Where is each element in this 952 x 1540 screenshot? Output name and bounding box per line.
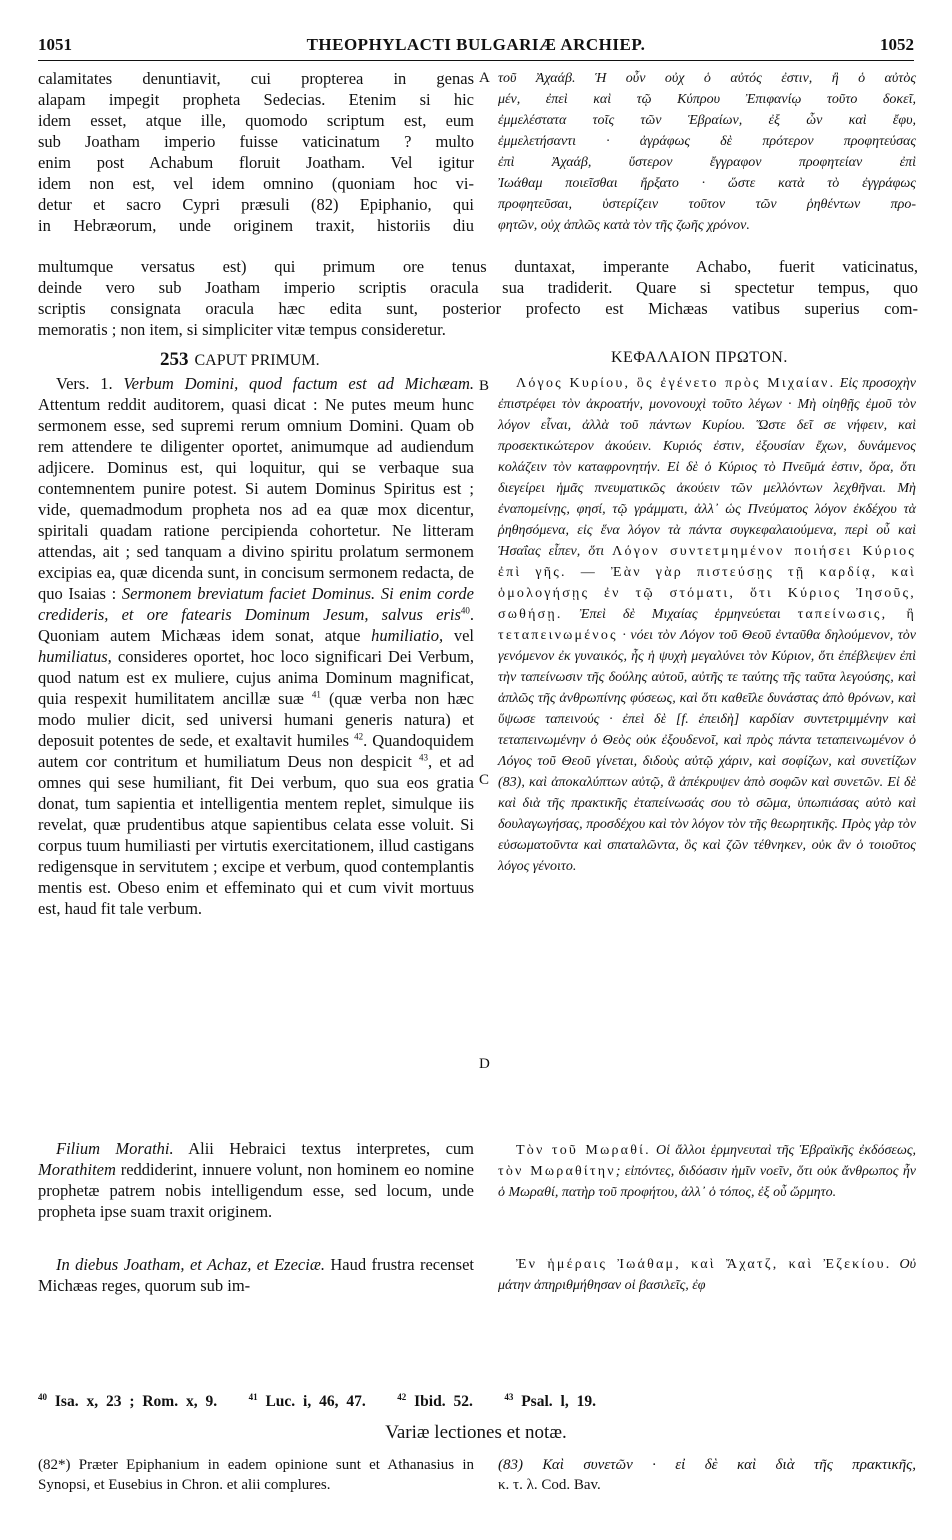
- chapter-heading-latin: [160, 349, 320, 371]
- greek-text: Ἐπεὶ δὲ Μιχαίας ἑρμηνεύεται: [579, 607, 781, 622]
- editorial-conjecture: [f. ἐπειδὴ]: [675, 712, 740, 727]
- footnote-ref: 43: [419, 752, 429, 763]
- running-header: [38, 35, 914, 57]
- latin-main-column: [38, 373, 474, 919]
- latin-text: reddiderint, innuere volunt, non hominem eo nomine prophetæ patrem nobis intelligendum esse, sed locum, unde propheta ipse suam traxit originem.: [38, 1160, 474, 1221]
- latin-top-line: idem esset, atque ille, quomodo scriptum est, eum: [38, 111, 474, 130]
- greek-top-line: φητῶν, οὐχ ἁπλῶς κατὰ τὸν τῆς ζωῆς χρόνον.: [498, 218, 750, 233]
- latin-top-line: enim post Achabum floruit Joatham. Vel igitur: [38, 153, 474, 172]
- greek-top-line: μέν, ἐπεὶ καὶ τῷ Κύπρου Ἐπιφανίῳ τοῦτο δοκεῖ,: [498, 92, 916, 107]
- greek-paragraph-morathi: [498, 1140, 916, 1203]
- greek-top-column: [498, 68, 916, 236]
- latin-text: Haud frustra recenset Michæas reges, quorum sub im-: [38, 1255, 475, 1295]
- greek-paragraph-in-diebus: [498, 1254, 916, 1296]
- margin-marker-d: D: [479, 1056, 490, 1072]
- latin-paragraph-in-diebus: [38, 1254, 474, 1296]
- latin-text: (quæ verba non hæc modo mulier dicit, sed universi humani generis natura) et deposuit potentes de sede, et exaltavit humiles: [38, 689, 475, 750]
- latin-paragraph-morathi: [38, 1138, 474, 1222]
- verse-lemma: In diebus Joatham, et Achaz, et Ezeciæ.: [56, 1255, 325, 1274]
- latin-paragraph-verse-1: [38, 373, 474, 919]
- full-width-paragraph: [38, 256, 918, 340]
- greek-text: Οὐ μάτην ἀπηριθμήθησαν οἱ βασιλεῖς, ἐφ: [498, 1257, 917, 1293]
- verse-lemma-greek: Ἐν ἡμέραις Ἰωάθαμ, καὶ Ἄχατζ, καὶ Ἐζεκίου.: [516, 1257, 892, 1272]
- latin-top-column: [38, 68, 474, 236]
- latin-text: consideres oportet, hoc loco significari Dei Verbum, quod natum est ex muliere, cujus anima Dominum magnificat, quia respexit humilitatem ancillæ suæ: [38, 647, 474, 708]
- latin-text: . Quoniam autem Michæas idem sonat, atque: [38, 605, 474, 645]
- latin-top-line: sub Joatham imperio fuisse vaticinatum ? multo: [38, 132, 474, 151]
- verse-lemma-greek: Λόγος Κυρίου, ὃς ἐγένετο πρὸς Μιχαίαν.: [516, 376, 836, 391]
- greek-paragraph-verse-1: [498, 373, 916, 877]
- greek-term: ταπείνωσις, ἢ τεταπεινωμένος: [498, 607, 917, 643]
- latin-text: Alii Hebraici textus interpretes, cum: [188, 1139, 474, 1158]
- latin-term: humiliatus,: [38, 647, 112, 666]
- latin-text: , et ad omnes qui sese humiliant, fit Dei verbum, quo sua eos gratia donat, tum sapientia et intelligentia mentem replet, simulque iis revelat, quæ prudentibus atque sapientibus celata esse voluit. Si corpus tuum humiliasti per virtutis exercitationem, illud castigans redigensque in servitutem ; excipe et verbum, quod contemplantis mentis est. Obeso enim et effeminato qui et cum vivit mortuus est, haud fit tale verbum.: [38, 752, 474, 918]
- greek-term: τὸν Μωραθίτην: [498, 1164, 616, 1179]
- verse-lemma-greek: Τὸν τοῦ Μωραθί.: [516, 1143, 651, 1158]
- greek-text: Εἰς προσοχὴν ἐπιστρέφει τὸν ἀκροατήν, μονονουχὶ τοῦτο λέγων · Μὴ οἰηθῇς ἐμοῦ τὸν λόγον εἶναι, ἀλλὰ τοῦ πάντων Κυρίου. Ὥστε δεῖ σε νήφειν, καὶ προσεκτικώτερον ἀκούειν. Κυριός ἐστιν, ἐξουσίαν ἔχων, δυνάμενος κολάζειν τὸν καταφρονητήν. Εἰ δὲ ὁ Κύριος τὸ Πνεῦμά ἐστιν, ὅρα, ὅτι διεγείρει ἡμᾶς πνευματικῶς ἀκούειν τῶν μελλόντων λεχθῆναι. Μὴ ἐναπομείνῃς, φησί, τῷ γράμματι, ἀλλ᾽ ὡς Πνεύματος λόγον ἐκδέχου τὰ ῥηθησόμενα, εἰς ἕνα λόγον τὰ πάντα συγκεφαλαιούμενα, περὶ οὗ καὶ Ἡσαΐας εἶπεν, ὅτι: [498, 376, 916, 559]
- verse-lemma: Verbum Domini, quod factum est ad Michæam.: [123, 374, 475, 393]
- note-82: (82*) Præter Epiphanium in eadem opinione sunt et Athanasius in Synopsi, et Eusebius in Chron. et alii complures.: [38, 1457, 474, 1493]
- margin-marker-b: B: [479, 378, 490, 394]
- footnote-ref: 41: [311, 689, 321, 700]
- footnote-ref: 42: [354, 731, 364, 742]
- footnote: $^{40}$ Isa. x, 23 ; Rom. x, 9.: [38, 1391, 218, 1410]
- footnote: $^{41}$ Luc. i, 46, 47.: [248, 1391, 366, 1410]
- full-width-line: deinde vero sub Joatham imperio scriptis oracula sua tradiderit. Quare si spectetur tempus, quo: [38, 278, 918, 297]
- greek-text: Οἱ ἄλλοι ἑρμηνευταὶ τῆς Ἑβραϊκῆς ἐκδόσεως,: [656, 1143, 917, 1158]
- latin-term: Morathitem: [38, 1160, 116, 1179]
- latin-top-line: detur et sacro Cypri præsuli (82) Epiphanio, qui: [38, 195, 474, 214]
- scripture-quote: Sermonem breviatum faciet Dominus. Si enim corde credideris, et ore fatearis Dominum Jesum, salvus eris: [38, 584, 475, 624]
- verse-lemma: Filium Morathi.: [56, 1139, 174, 1158]
- greek-top-line: ἐπὶ Ἀχαάβ, ὕστερον ἔγγραφον προφητείαν ἐπὶ: [498, 155, 916, 170]
- greek-text: καρδίαν συντετριμμένην καὶ τεταπεινωμένην ὁ Θεὸς οὐκ ἐξουδενοῖ, καὶ πρὸς πάντα τεταπεινωμένον ὁ Λόγος τοῦ Θεοῦ γίνεται, διδοὺς αὐτῷ χάριν, καὶ σοφίζων, καὶ συνετίζων (83), καὶ ἀποκαλύπτων αὐτῷ, ἃ ἀπέκρυψεν ἀπὸ σοφῶν καὶ συνετῶν. Εἰ δὲ καὶ διὰ τῆς πρακτικῆς ἐταπείνωσάς σου τὸ σῶμα, ὑπωπιάσας αὐτὸ καὶ δουλαγωγήσας, προσδέχου καὶ τὸν λόγον τὸν τῆς θεωρητικῆς. Πρὸς γὰρ τὸν εὐσωματοῦντα καὶ σπαταλῶντα, ὃς καὶ ζῶν τέθνηκεν, οὐκ ἂν ὁ τοιοῦτος λόγος γένοιτο.: [498, 712, 916, 874]
- note-83: (83) Καὶ συνετῶν · εἰ δὲ καὶ διὰ τῆς πρακτικῆς, κ. τ. λ. Cod. Bav.: [498, 1457, 916, 1493]
- latin-top-line: alapam impegit propheta Sedecias. Etenim si hic: [38, 90, 474, 109]
- latin-top-line: idem non est, vel idem omnino (quoniam hoc vi-: [38, 174, 474, 193]
- latin-text: . Quandoquidem autem cor contritum et humiliatum Deus non despicit: [38, 731, 474, 771]
- header-rule: [38, 60, 914, 61]
- latin-top-line: calamitates denuntiavit, cui propterea in genas: [38, 69, 474, 88]
- greek-top-line: προφητεῦσαι, ὑστερίζειν τοῦτον τῶν ῥηθέντων προ-: [498, 197, 916, 212]
- scripture-quote-greek: Λόγον συντετμημένον ποιήσει Κύριος ἐπὶ γῆς. — Ἐὰν γὰρ πιστεύσῃς τῇ καρδίᾳ, καὶ ὁμολογήσῃς ἐν τῷ στόματι, ὅτι Κύριος Ἰησοῦς, σωθήσῃ.: [498, 544, 917, 622]
- column-number: 253: [160, 349, 189, 370]
- page-number-left: 1051: [38, 35, 72, 54]
- page-number-right: 1052: [880, 35, 914, 54]
- latin-text: Attentum reddit auditorem, quasi dicat : Ne putes meum hunc sermonem esse, sed supremi rerum omnium Domini. Quam ob rem attendere te diligenter oportet, animumque ad audiendum adjicere. Dominus est, qui loquitur, qui se verbaque sua contemnentem punire potest. Si autem Dominus Spiritus est ; vide, quemadmodum propheta nos ad ea quæ mox dicentur, spiritali quadam ratione percipienda cohortetur. Ne litteram attendas, ait ; sed tanquam a divino spiritu prolatum sermonem excipias ea, quæ dicenda sunt, in concisum sermonem redacta, de quo Isaias :: [38, 395, 474, 603]
- verse-number: Vers. 1.: [56, 374, 113, 393]
- full-width-line: scriptis consignata oracula hæc edita sunt, posterior profecto est Michæas vatibus superius com-: [38, 299, 918, 318]
- greek-top-line: ἐμμελέστατα τοῖς τῶν Ἑβραίων, ἐξ ὧν καὶ ἔφυ,: [498, 113, 916, 128]
- footnote-ref: 40: [460, 605, 470, 616]
- greek-top-line: ἐμμελετήσαντι · ἀγράφως δὲ πρότερον προφητεύσας: [498, 134, 916, 149]
- greek-top-line: Ἰωάθαμ ποιεῖσθαι ἤρξατο · ὥστε κατὰ τὸ ἐγγράφως: [498, 176, 916, 191]
- greek-text: · νόει τὸν Λόγον τοῦ Θεοῦ ἐνταῦθα δηλούμενον, τὸν γενόμενον ἐκ γυναικός, ἧς ἡ ψυχὴ μεγαλύνει τὸν Κύριον, ὅτι ἐπέβλεψεν ἐπὶ τὴν ταπείνωσιν τῆς δούλης αὐτοῦ, αὐτῆς τε ταύτης τῆς ταῦτα λεγούσης, καὶ ἁπλῶς τῆς ἀνθρωπίνης φύσεως, καὶ ὅτι καθεῖλε δυνάστας ἀπὸ θρόνων, καὶ ὕψωσε ταπεινούς · ἐπεὶ δὲ: [498, 628, 916, 727]
- variae-heading: Variæ lectiones et notæ.: [385, 1422, 567, 1443]
- greek-text: ; εἰπόντες, διδόασιν ἡμῖν νοεῖν, ὅτι οὐκ ἄνθρωπος ἦν ὁ Μωραθί, πατὴρ τοῦ προφήτου, ἀλλ᾽ ὁ τόπος, ἐξ οὗ ὥρμητο.: [498, 1164, 916, 1200]
- chapter-title-latin: CAPUT PRIMUM.: [194, 352, 320, 369]
- latin-text: vel: [453, 626, 475, 645]
- margin-marker-a: A: [479, 70, 490, 86]
- chapter-title-greek: ΚΕΦΑΛΑΙΟΝ ΠΡΩΤΟΝ.: [611, 349, 788, 366]
- running-title: THEOPHYLACTI BULGARIÆ ARCHIEP.: [306, 35, 646, 54]
- full-width-line: multumque versatus est) qui primum ore tenus duntaxat, imperante Achabo, fuerit vaticinatus,: [38, 257, 918, 276]
- full-width-line: memoratis ; non item, si simpliciter vitæ tempus consideretur.: [38, 320, 446, 339]
- margin-marker-c: C: [479, 772, 490, 788]
- footnotes: [38, 1393, 918, 1411]
- latin-term: humiliatio,: [371, 626, 444, 645]
- footnote: $^{42}$ Ibid. 52.: [397, 1391, 473, 1410]
- latin-top-line: in Hebræorum, unde originem traxit, historiis diu: [38, 216, 474, 235]
- greek-top-line: τοῦ Ἀχαάβ. Ἡ οὖν οὐχ ὁ αὐτός ἐστιν, ἢ ὁ αὐτὸς: [498, 71, 916, 86]
- greek-main-column: [498, 373, 916, 877]
- footnote: $^{43}$ Psal. l, 19.: [504, 1391, 596, 1410]
